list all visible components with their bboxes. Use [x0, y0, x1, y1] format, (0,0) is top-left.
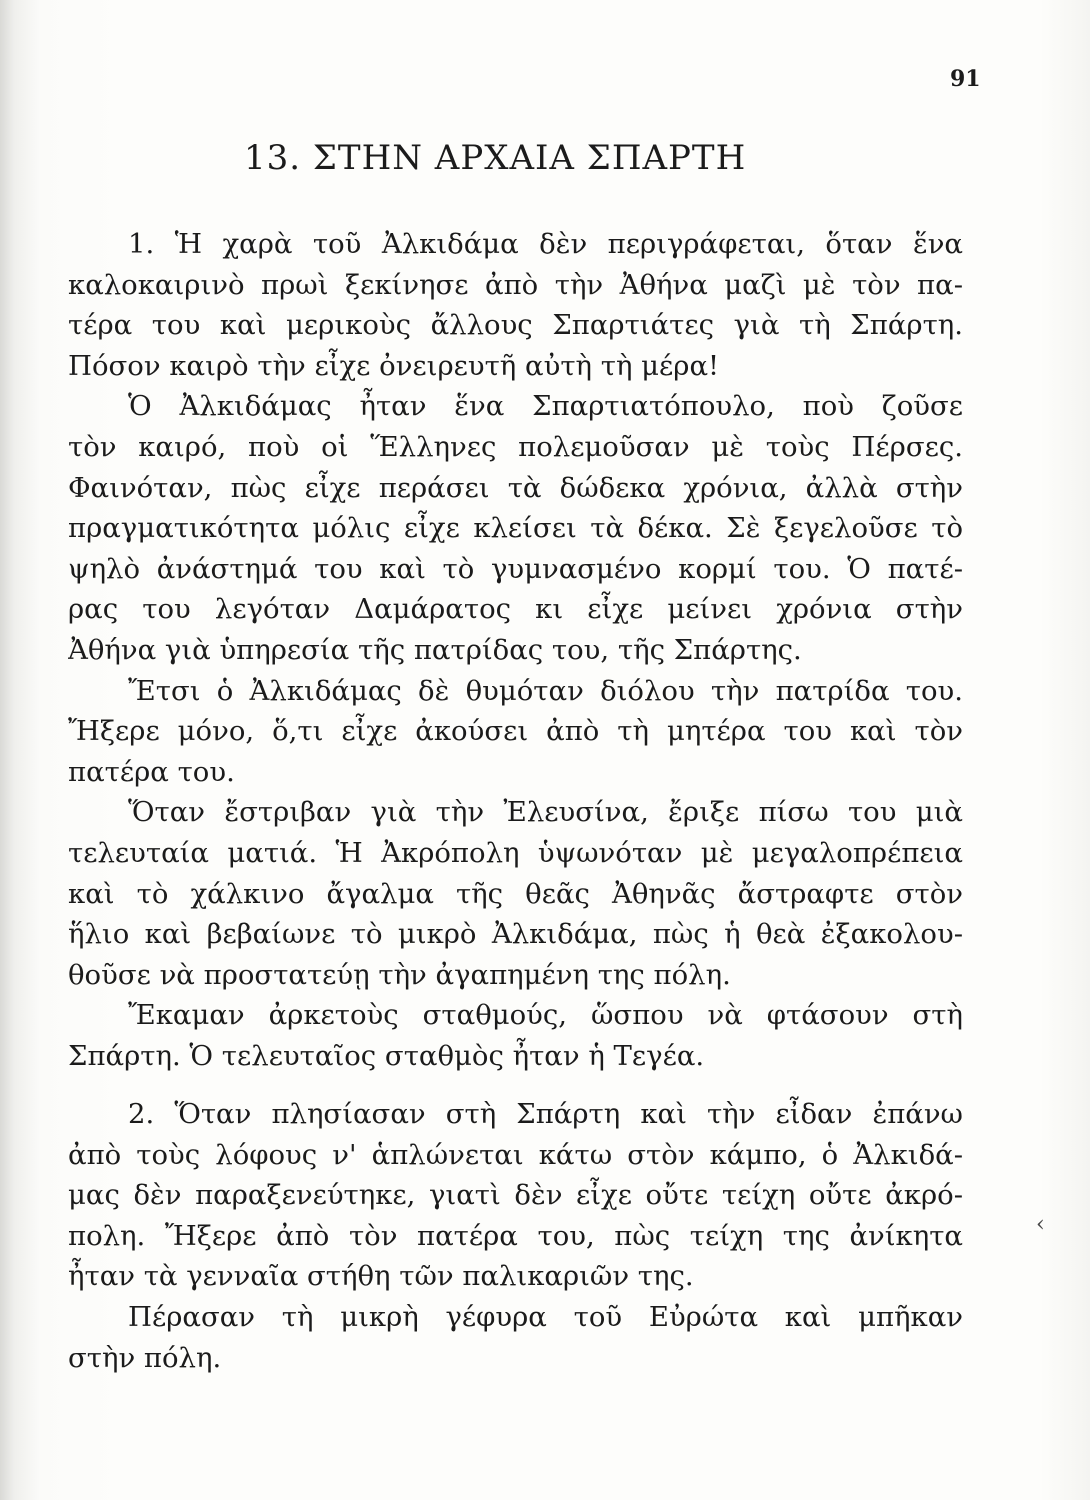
- text-line: Σπάρτη. Ὁ τελευταῖος σταθμὸς ἦταν ἡ Τεγέα.: [68, 1039, 705, 1072]
- page-number: 91: [950, 66, 981, 92]
- text-line: ἀπὸ τοὺς λόφους ν' ἁπλώνεται κάτω στὸν κάμπο, ὁ Ἀλκιδά-: [68, 1138, 963, 1171]
- text-line: Ὅταν ἔστριβαν γιὰ τὴν Ἐλευσίνα, ἔριξε πίσω του μιὰ: [128, 796, 963, 829]
- text-line: τὸν καιρό, ποὺ οἱ Ἕλληνες πολεμοῦσαν μὲ τοὺς Πέρσες.: [68, 430, 963, 463]
- text-line: Ὁ Ἀλκιδάμας ἦταν ἕνα Σπαρτιατόπουλο, ποὺ ζοῦσε: [128, 390, 963, 423]
- text-line: Πόσον καιρὸ τὴν εἶχε ὀνειρευτῆ αὐτὴ τὴ μέρα!: [68, 349, 720, 382]
- text-line: 2. Ὅταν πλησίασαν στὴ Σπάρτη καὶ τὴν εἶδαν ἐπάνω: [128, 1098, 963, 1130]
- text-line: ἥλιο καὶ βεβαίωνε τὸ μικρὸ Ἀλκιδάμα, πὼς ἡ θεὰ ἐξακολου-: [68, 918, 963, 951]
- text-line: τέρα του καὶ μερικοὺς ἄλλους Σπαρτιάτες γιὰ τὴ Σπάρτη.: [68, 309, 963, 342]
- text-line: τελευταία ματιά. Ἡ Ἀκρόπολη ὑψωνόταν μὲ μεγαλοπρέπεια: [68, 836, 963, 869]
- text-line: 1. Ἡ χαρὰ τοῦ Ἀλκιδάμα δὲν περιγράφεται, ὅταν ἕνα: [128, 228, 963, 260]
- section-1-text: [68, 224, 963, 1076]
- text-line: ἦταν τὰ γενναῖα στήθη τῶν παλικαριῶν της.: [68, 1260, 694, 1293]
- text-line: μας δὲν παραξενεύτηκε, γιατὶ δὲν εἶχε οὔτε τείχη οὔτε ἀκρό-: [68, 1179, 963, 1212]
- text-line: θοῦσε νὰ προστατεύῃ τὴν ἀγαπημένη της πόλη.: [68, 958, 731, 991]
- chapter-title: 13. ΣΤΗΝ ΑΡΧΑΙΑ ΣΠΑΡΤΗ: [244, 138, 747, 178]
- text-line: Ἀθήνα γιὰ ὑπηρεσία τῆς πατρίδας του, τῆς Σπάρτης.: [68, 633, 802, 666]
- margin-mark: ‹: [1036, 1212, 1045, 1237]
- section-2-text: [68, 1094, 963, 1378]
- text-line: ψηλὸ ἀνάστημά του καὶ τὸ γυμνασμένο κορμί του. Ὁ πατέ-: [68, 552, 963, 585]
- text-line: Ἤξερε μόνο, ὅ,τι εἶχε ἀκούσει ἀπὸ τὴ μητέρα του καὶ τὸν: [68, 715, 963, 748]
- text-line: πραγματικότητα μόλις εἶχε κλείσει τὰ δέκα. Σὲ ξεγελοῦσε τὸ: [68, 512, 963, 545]
- text-line: καλοκαιρινὸ πρωὶ ξεκίνησε ἀπὸ τὴν Ἀθήνα μαζὶ μὲ τὸν πα-: [68, 268, 963, 301]
- text-line: ρας του λεγόταν Δαμάρατος κι εἶχε μείνει χρόνια στὴν: [68, 593, 963, 626]
- text-line: Ἔκαμαν ἀρκετοὺς σταθμούς, ὥσπου νὰ φτάσουν στὴ: [128, 999, 963, 1032]
- text-line: καὶ τὸ χάλκινο ἄγαλμα τῆς θεᾶς Ἀθηνᾶς ἄστραφτε στὸν: [68, 877, 963, 910]
- text-line: Πέρασαν τὴ μικρὴ γέφυρα τοῦ Εὐρώτα καὶ μπῆκαν: [128, 1300, 963, 1333]
- text-line: Φαινόταν, πὼς εἶχε περάσει τὰ δώδεκα χρόνια, ἀλλὰ στὴν: [68, 471, 963, 504]
- text-line: στὴν πόλη.: [68, 1341, 222, 1374]
- text-line: πατέρα του.: [68, 755, 235, 788]
- text-line: πολη. Ἤξερε ἀπὸ τὸν πατέρα του, πὼς τείχη της ἀνίκητα: [68, 1219, 963, 1252]
- text-line: Ἔτσι ὁ Ἀλκιδάμας δὲ θυμόταν διόλου τὴν πατρίδα του.: [128, 674, 963, 707]
